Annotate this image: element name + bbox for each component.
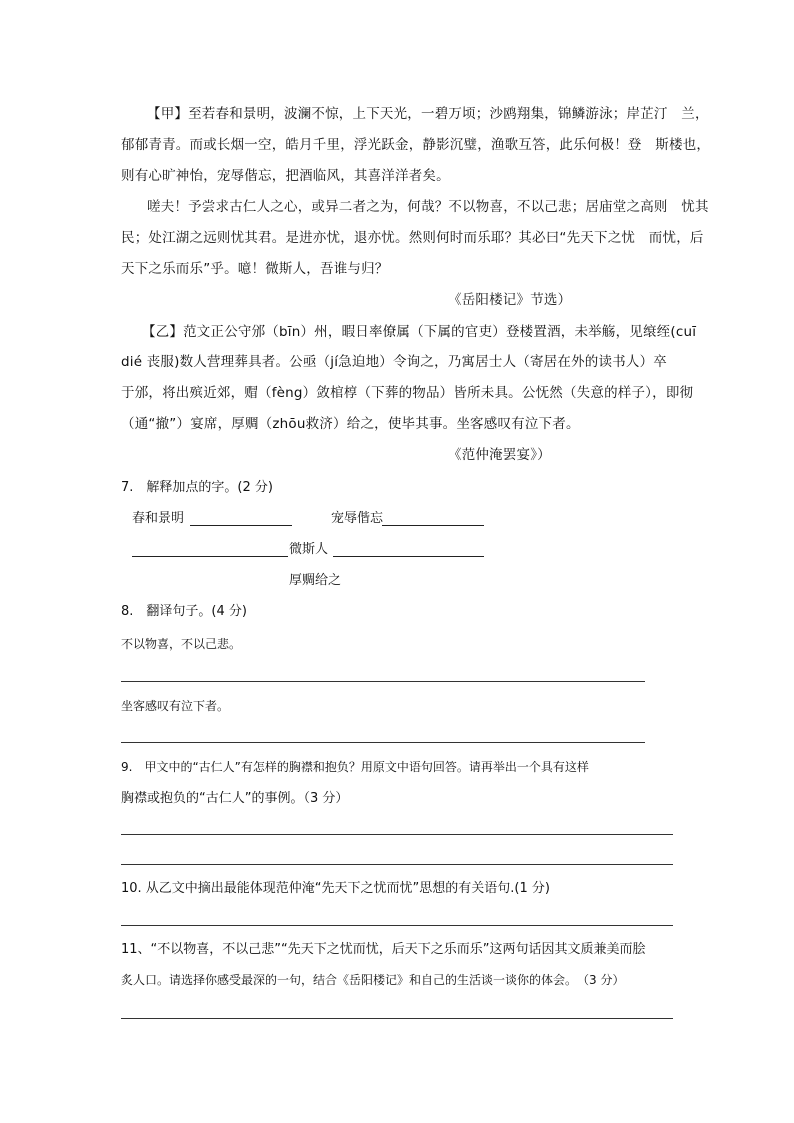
passage-yi-line-3: 于邠，将出殡近郊，赗（fèng）敛棺椁（下葬的物品）皆所未具。公怃然（失意的样子），即彻: [121, 385, 694, 401]
q7-item-3: 微斯人: [289, 542, 329, 557]
passage-jia-line-4: 嗟夫！予尝求古仁人之心，或异二者之为，何哉？不以物喜，不以己悲；居庙堂之高则 忧其: [147, 199, 709, 215]
passage-jia-source: 《岳阳楼记》节选）: [448, 292, 572, 308]
q9-answer-line-1[interactable]: [121, 834, 673, 835]
q9-line-2: 胸襟或抱负的“古仁人”的事例。（3 分）: [121, 791, 349, 806]
q7-answer-blank-4[interactable]: [333, 556, 484, 557]
q8-answer-line-1[interactable]: [121, 681, 645, 682]
passage-yi-line-1: 【乙】范文正公守邠（bīn）州，暇日率僚属（下属的官吏）登楼置酒，未举觞，见缞绖(cuī: [142, 324, 697, 340]
q7-item-2: 宠辱偕忘: [331, 511, 384, 526]
q7-answer-blank-1[interactable]: [190, 525, 292, 526]
q8-sentence-2: 坐客感叹有泣下者。: [121, 699, 230, 713]
q7-item-4: 厚赒给之: [289, 573, 342, 588]
q9-answer-line-2[interactable]: [121, 864, 673, 865]
q8-answer-line-2[interactable]: [121, 742, 645, 743]
q9-line-1: 9. 甲文中的“古仁人”有怎样的胸襟和抱负？用原文中语句回答。请再举出一个具有这样: [121, 760, 589, 774]
passage-yi-line-2: dié 丧服)数人营理葬具者。公亟（jí急迫地）令询之，乃寓居士人（寄居在外的读书人）卒: [121, 354, 667, 370]
q7-title: 7. 解释加点的字。(2 分): [121, 480, 273, 495]
q11-line-1: 11、“不以物喜，不以己悲”“先天下之忧而忧，后天下之乐而乐”这两句话因其文质兼美而脍: [121, 942, 646, 957]
passage-jia-line-6: 天下之乐而乐”乎。噫！微斯人，吾谁与归？: [121, 261, 389, 277]
q11-answer-line[interactable]: [121, 1018, 673, 1019]
q10-text: 10. 从乙文中摘出最能体现范仲淹“先天下之忧而忧”思想的有关语句.(1 分): [121, 881, 550, 896]
q7-answer-blank-2[interactable]: [382, 525, 484, 526]
passage-yi-source: 《范仲淹罢宴》）: [448, 447, 551, 463]
q7-answer-blank-3[interactable]: [132, 556, 288, 557]
q7-item-1: 春和景明: [132, 511, 185, 526]
passage-jia-line-3: 则有心旷神怡，宠辱偕忘，把酒临风，其喜洋洋者矣。: [121, 168, 450, 184]
passage-jia-line-2: 郁郁青青。而或长烟一空，皓月千里，浮光跃金，静影沉璧，渔歌互答，此乐何极！登 斯楼也，: [121, 137, 711, 153]
q8-title: 8. 翻译句子。(4 分): [121, 604, 247, 619]
q8-sentence-1: 不以物喜，不以己悲。: [121, 637, 242, 651]
passage-yi-line-4: （通“撤”）宴席，厚赒（zhōu救济）给之，使毕其事。坐客感叹有泣下者。: [121, 416, 580, 432]
passage-jia-line-5: 民；处江湖之远则忧其君。是进亦忧，退亦忧。然则何时而乐耶？其必曰“先天下之忧 而忧，后: [121, 230, 704, 246]
q10-answer-line[interactable]: [121, 925, 673, 926]
q11-line-2: 炙人口。请选择你感受最深的一句，结合《岳阳楼记》和自己的生活谈一谈你的体会。 （3 分）: [121, 973, 625, 987]
passage-jia-line-1: 【甲】至若春和景明，波澜不惊，上下天光，一碧万顷；沙鸥翔集，锦鳞游泳；岸芷汀 兰，: [147, 106, 709, 122]
